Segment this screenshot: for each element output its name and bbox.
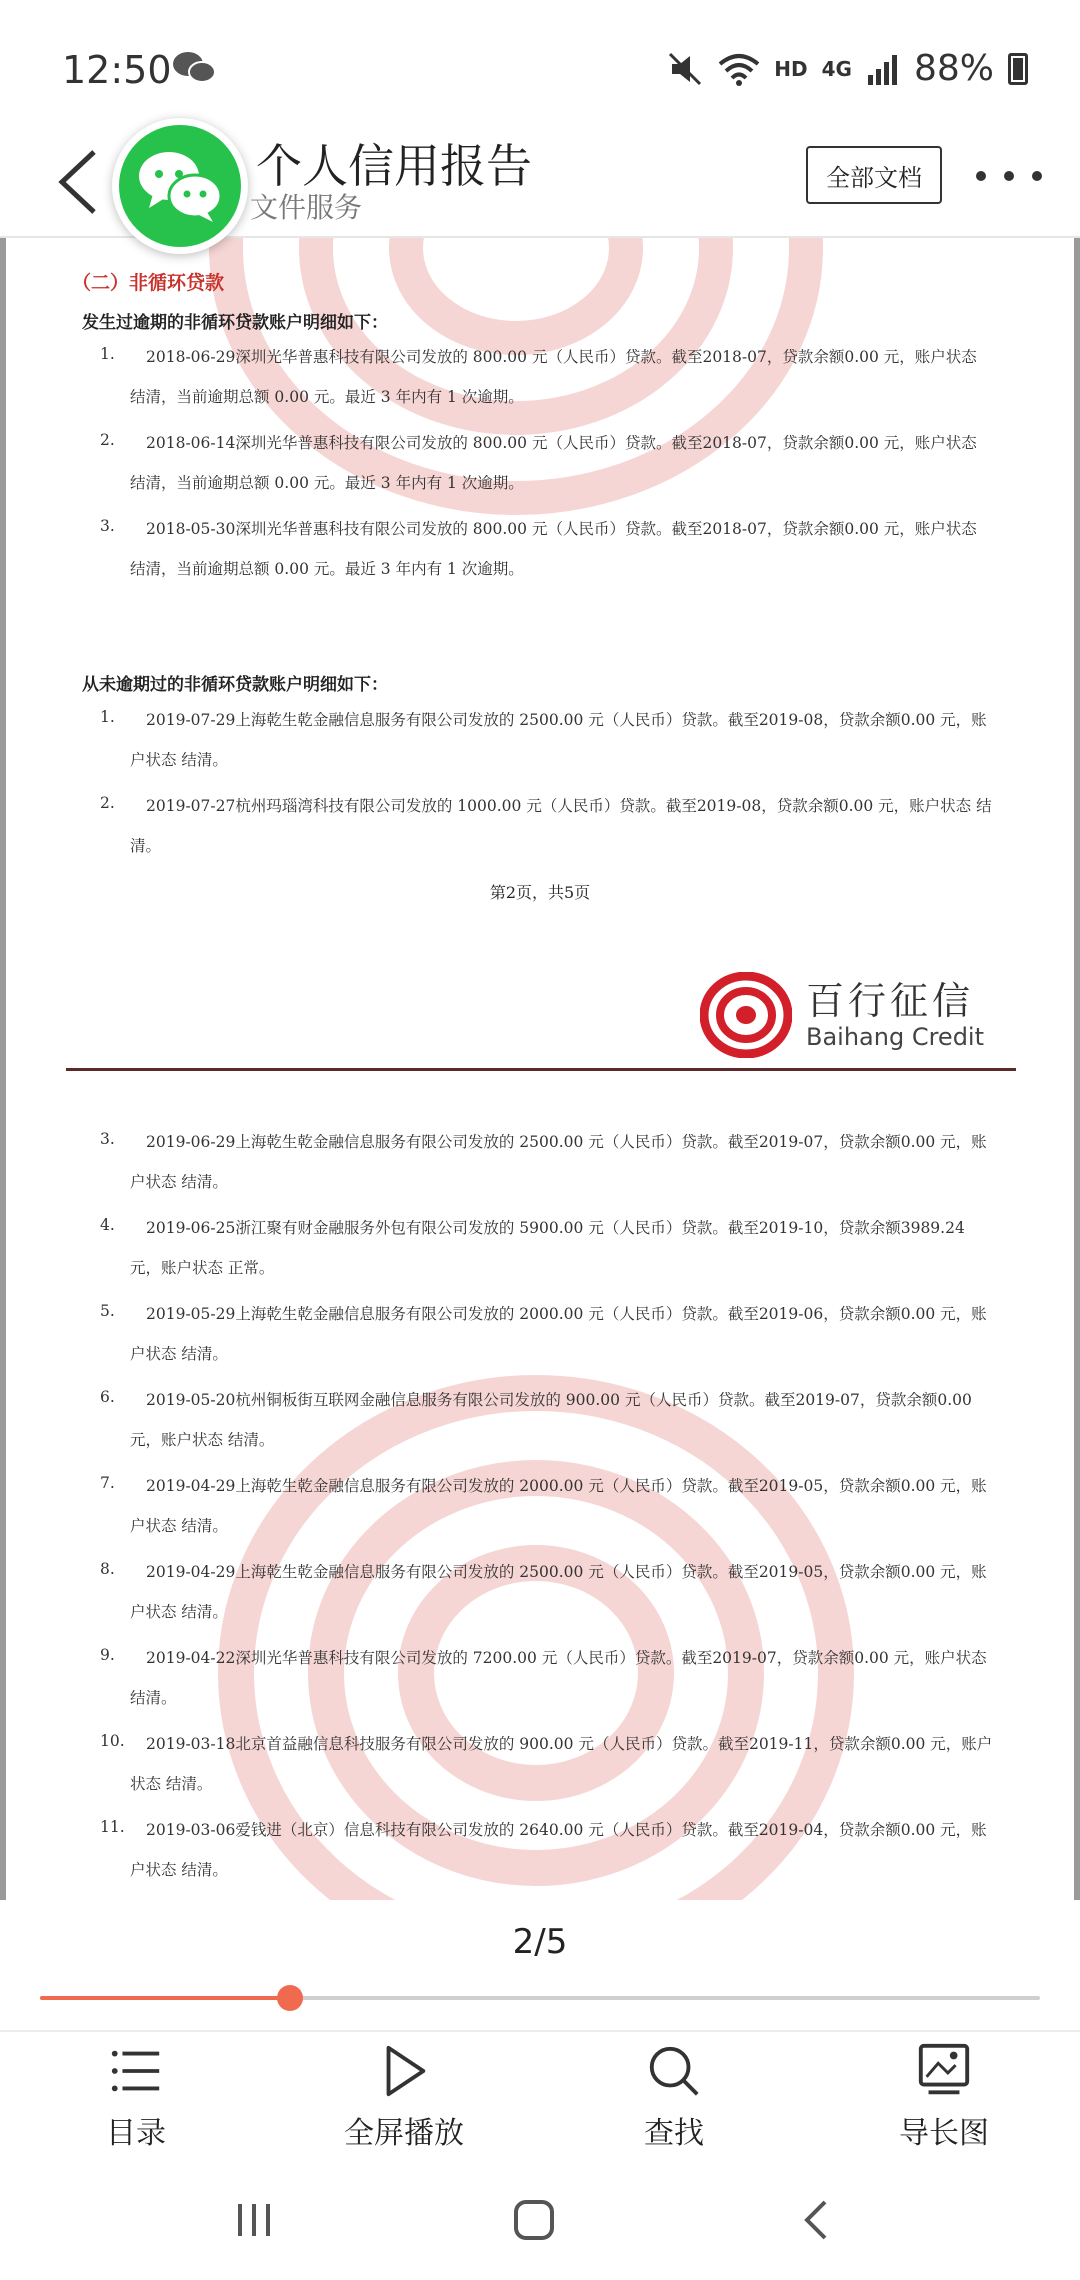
export-long-image-icon [914,2042,974,2100]
page-indicator: 2/5 [512,1922,568,1962]
item-line1: 2018-06-14深圳光华普惠科技有限公司发放的 800.00 元（人民币）贷款。截至2018-07，贷款余额0.00 元，账户状态 [146,434,977,452]
page-subtitle: 文件服务 [250,191,363,224]
page-title: 个人信用报告 [256,139,532,193]
baihang-logo [700,972,984,1058]
wechat-icon[interactable] [112,118,248,254]
item-number: 2. [100,431,115,449]
page-footer: 第2页，共5页 [489,883,591,902]
signal-icon [866,53,900,85]
export-long-image-label: 导长图 [899,2116,989,2151]
item-line2: 清。 [130,837,162,855]
toc-label: 目录 [106,2116,166,2151]
mute-icon [668,52,704,86]
item-line1: 2019-03-06爱钱进（北京）信息科技有限公司发放的 2640.00 元（人民币）贷款。截至2019-04，贷款余额0.00 元，账 [146,1821,987,1839]
item-line1: 2019-07-29上海乾生乾金融信息服务有限公司发放的 2500.00 元（人民币）贷款。截至2019-08，贷款余额0.00 元，账 [146,711,987,729]
system-nav-bar [0,2160,1080,2280]
item-line2: 元，账户状态 结清。 [130,1431,275,1449]
battery-percent: 88% [913,48,994,89]
no-overdue-heading: 从未逾期过的非循环贷款账户明细如下： [82,675,388,695]
fullscreen-play-label: 全屏播放 [344,2116,464,2151]
item-line2: 结清，当前逾期总额 0.00 元。最近 3 年内有 1 次逾期。 [130,474,524,492]
overdue-heading: 发生过逾期的非循环贷款账户明细如下： [82,313,388,333]
slider-thumb[interactable] [277,1985,303,2011]
item-line1: 2019-03-18北京首益融信息科技服务有限公司发放的 900.00 元（人民币）贷款。截至2019-11，贷款余额0.00 元，账户 [146,1735,993,1753]
item-line1: 2018-05-30深圳光华普惠科技有限公司发放的 800.00 元（人民币）贷款。截至2018-07，贷款余额0.00 元，账户状态 [146,520,977,538]
baihang-logo-icon [700,972,792,1058]
wechat-bubbles-icon [135,146,225,226]
item-line2: 状态 结清。 [130,1775,213,1793]
wifi-icon [718,52,760,86]
item-number: 11. [100,1818,125,1836]
slider-fill [40,1996,290,2000]
home-icon[interactable] [494,2190,574,2250]
item-line2: 结清。 [130,1689,177,1707]
page-navigator [0,1900,1080,2030]
export-long-image-button[interactable] [844,2042,1044,2152]
item-number: 3. [100,517,115,535]
item-number: 1. [100,345,115,363]
search-button[interactable] [574,2042,774,2152]
battery-icon [1008,53,1028,85]
item-line2: 户状态 结清。 [130,1517,228,1535]
item-line2: 户状态 结清。 [130,1861,228,1879]
back-icon[interactable] [776,2190,856,2250]
divider [66,1068,1016,1071]
item-line2: 结清，当前逾期总额 0.00 元。最近 3 年内有 1 次逾期。 [130,388,524,406]
status-time: 12:50 [62,48,172,92]
all-documents-button[interactable]: 全部文档 [806,146,942,204]
item-line2: 元，账户状态 正常。 [130,1259,275,1277]
page-slider[interactable] [40,1996,1040,2000]
logo-en: Baihang Credit [806,1023,985,1051]
item-line2: 户状态 结清。 [130,1173,228,1191]
play-icon [374,2042,434,2100]
item-line1: 2019-05-29上海乾生乾金融信息服务有限公司发放的 2000.00 元（人民币）贷款。截至2019-06，贷款余额0.00 元，账 [146,1305,987,1323]
toc-button[interactable] [36,2042,236,2152]
item-line1: 2019-04-29上海乾生乾金融信息服务有限公司发放的 2000.00 元（人民币）贷款。截至2019-05，贷款余额0.00 元，账 [146,1477,987,1495]
item-line1: 2019-04-29上海乾生乾金融信息服务有限公司发放的 2500.00 元（人民币）贷款。截至2019-05，贷款余额0.00 元，账 [146,1563,987,1581]
status-icons [668,48,1028,89]
item-number: 2. [100,794,115,812]
item-line2: 户状态 结清。 [130,1345,228,1363]
fullscreen-play-button[interactable] [304,2042,504,2152]
item-line1: 2019-04-22深圳光华普惠科技有限公司发放的 7200.00 元（人民币）贷款。截至2019-07，贷款余额0.00 元，账户状态 [146,1649,987,1667]
network-type: 4G [821,56,852,81]
item-number: 4. [100,1216,115,1234]
item-number: 7. [100,1474,115,1492]
item-number: 6. [100,1388,115,1406]
status-bar [0,0,1080,130]
item-number: 8. [100,1560,115,1578]
item-number: 1. [100,708,115,726]
item-number: 9. [100,1646,115,1664]
item-line2: 户状态 结清。 [130,751,228,769]
item-line1: 2019-05-20杭州铜板街互联网金融信息服务有限公司发放的 900.00 元（人民币）贷款。截至2019-07，贷款余额0.00 [146,1391,972,1409]
item-line2: 户状态 结清。 [130,1603,228,1621]
item-number: 10. [100,1732,125,1750]
search-icon [644,2042,704,2100]
section-title: （二）非循环贷款 [72,272,225,294]
back-arrow-icon[interactable] [52,146,112,218]
item-line1: 2019-07-27杭州玛瑙湾科技有限公司发放的 1000.00 元（人民币）贷款。截至2019-08，贷款余额0.00 元，账户状态 结 [146,797,992,815]
table-of-contents-icon [106,2042,166,2100]
recent-apps-icon[interactable] [214,2190,294,2250]
item-line1: 2018-06-29深圳光华普惠科技有限公司发放的 800.00 元（人民币）贷款。截至2018-07，贷款余额0.00 元，账户状态 [146,348,977,366]
logo-cn: 百行征信 [806,979,975,1023]
more-icon[interactable] [976,156,1042,196]
bottom-toolbar [0,2030,1080,2160]
item-number: 3. [100,1130,115,1148]
document-page [6,958,1074,1900]
search-label: 查找 [644,2116,704,2151]
item-line1: 2019-06-29上海乾生乾金融信息服务有限公司发放的 2500.00 元（人民币）贷款。截至2019-07，贷款余额0.00 元，账 [146,1133,987,1151]
item-number: 5. [100,1302,115,1320]
hd-label: HD [774,56,808,81]
document-viewer[interactable] [0,238,1080,1900]
item-line2: 结清，当前逾期总额 0.00 元。最近 3 年内有 1 次逾期。 [130,560,524,578]
wechat-notification-icon [172,50,216,86]
item-line1: 2019-06-25浙江聚有财金融服务外包有限公司发放的 5900.00 元（人民币）贷款。截至2019-10，贷款余额3989.24 [146,1219,965,1237]
